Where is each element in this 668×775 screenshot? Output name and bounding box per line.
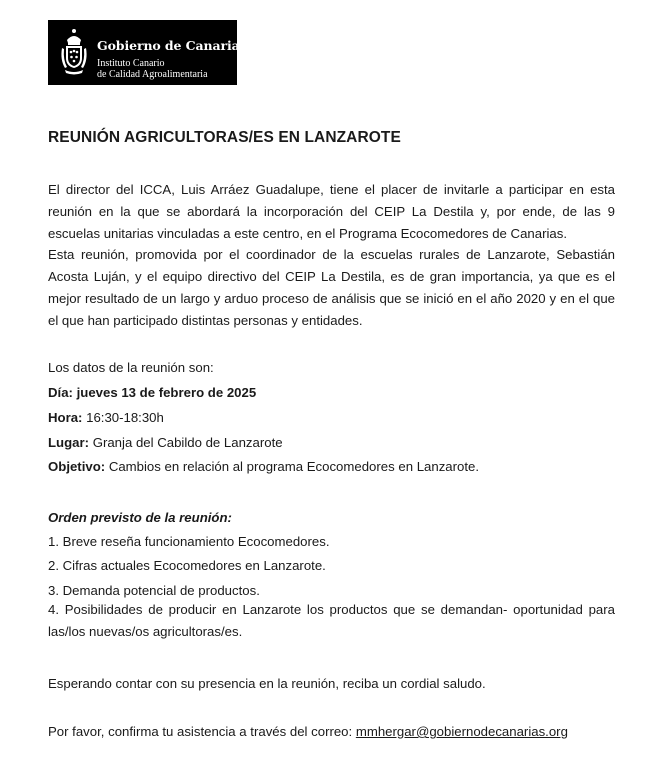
detail-lugar-value: Granja del Cabildo de Lanzarote (92, 435, 283, 450)
context-paragraph: Esta reunión, promovida por el coordinador de la escuelas rurales de Lanzarote, Sebastián Acosta Luján, y el equipo directivo del CEIP La Destila, es de gran importancia, ya que es el mejor resultado de un largo y arduo proceso de análisis que se inició en el año 2020 y en el que el que han participado distintas personas y entidades. (48, 247, 615, 328)
detail-hora (48, 407, 164, 429)
closing-text: Esperando contar con su presencia en la reunión, reciba un cordial saludo. (48, 676, 486, 691)
intro-paragraph: El director del ICCA, Luis Arráez Guadalupe, tiene el placer de invitarle a participar en esta reunión en la que se abordará la incorporación del CEIP La Destila y, por ende, de las 9 escuelas unitarias vinculadas a este centro, en el Programa Ecocomedores de Canarias. (48, 182, 615, 241)
header-logo (48, 20, 247, 85)
rsvp-line (48, 721, 568, 743)
agenda-title: Orden previsto de la reunión: (48, 510, 232, 525)
details-intro: Los datos de la reunión son: (48, 360, 214, 375)
agenda-item-4: 4. Posibilidades de producir en Lanzarote los productos que se demandan- oportunidad para las/los nuevas/os agricultoras/es. (48, 602, 615, 639)
agenda-item-2: 2. Cifras actuales Ecocomedores en Lanzarote. (48, 558, 326, 573)
rsvp-text: Por favor, confirma tu asistencia a través del correo: (48, 724, 353, 739)
logo-subtitle-line2: de Calidad Agroalimentaria (97, 69, 208, 80)
detail-hora-label: Hora: (48, 410, 83, 425)
detail-hora-value: 16:30-18:30h (86, 410, 164, 425)
detail-dia-value: jueves 13 de febrero de 2025 (76, 385, 257, 400)
coat-of-arms-icon (59, 28, 89, 76)
agenda-item-3: 3. Demanda potencial de productos. (48, 583, 260, 598)
document-title: REUNIÓN AGRICULTORAS/ES EN LANZAROTE (48, 129, 401, 146)
detail-objetivo-label: Objetivo: (48, 459, 106, 474)
detail-objetivo (48, 456, 479, 478)
detail-objetivo-value: Cambios en relación al programa Ecocomedores en Lanzarote. (108, 459, 480, 474)
detail-lugar-label: Lugar: (48, 435, 90, 450)
logo-subtitle-line1: Instituto Canario (97, 58, 165, 69)
detail-dia-label: Día: (48, 385, 73, 400)
agenda-item-1: 1. Breve reseña funcionamiento Ecocomedores. (48, 534, 330, 549)
detail-dia (48, 382, 256, 404)
logo-title: Gobierno de Canarias (97, 38, 247, 53)
rsvp-email-link[interactable]: mmhergar@gobiernodecanarias.org (355, 724, 568, 739)
detail-lugar (48, 432, 283, 454)
